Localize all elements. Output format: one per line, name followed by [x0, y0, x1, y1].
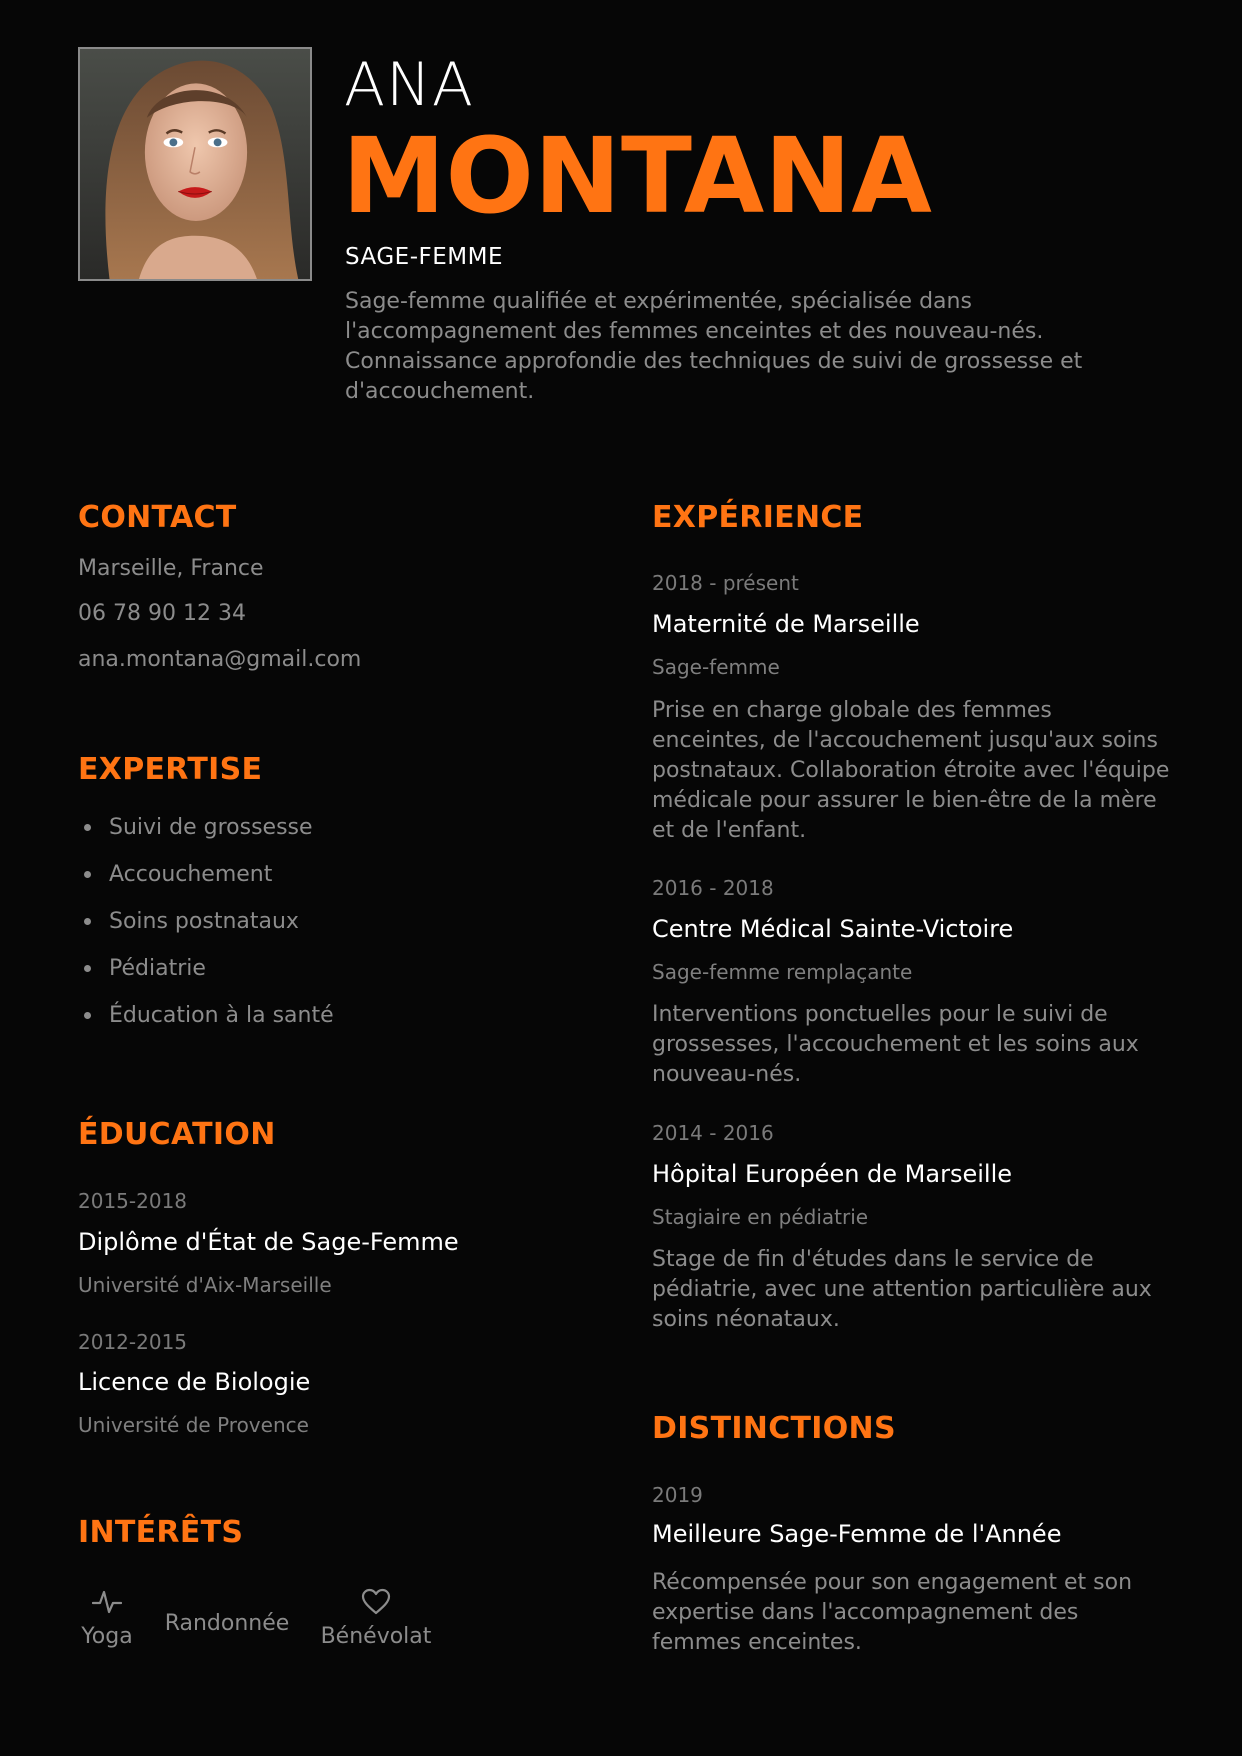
experience-date: 2016 - 2018 — [652, 876, 774, 900]
skill-label: Éducation à la santé — [109, 1003, 334, 1028]
list-item — [78, 862, 272, 887]
experience-date: 2014 - 2016 — [652, 1121, 774, 1145]
skill-label: Pédiatrie — [109, 956, 206, 981]
experience-employer: Centre Médical Sainte-Victoire — [652, 915, 1014, 943]
experience-description: Prise en charge globale des femmes enceintes, de l'accouchement jusqu'aux soins postnataux. Collaboration étroite avec l'équipe médicale pour assurer le bien-être de la mère et de l'enfant. — [652, 698, 1170, 843]
interest-yoga — [78, 1588, 136, 1649]
experience-role: Sage-femme remplaçante — [652, 960, 913, 984]
portrait-image — [80, 49, 310, 279]
education-school: Université de Provence — [78, 1413, 309, 1437]
education-degree: Diplôme d'État de Sage-Femme — [78, 1228, 459, 1256]
education-degree: Licence de Biologie — [78, 1368, 311, 1396]
experience-role: Sage-femme — [652, 655, 780, 679]
profile-photo — [78, 47, 312, 281]
list-item — [78, 815, 313, 840]
bullet-icon — [84, 965, 91, 972]
bullet-icon — [84, 824, 91, 831]
experience-description: Interventions ponctuelles pour le suivi de grossesses, l'accouchement et les soins aux nouveau-nés. — [652, 1002, 1139, 1087]
interest-label: Bénévolat — [320, 1624, 432, 1649]
last-name: MONTANA — [342, 115, 932, 237]
bullet-icon — [84, 871, 91, 878]
distinction-title: Meilleure Sage-Femme de l'Année — [652, 1520, 1062, 1548]
interest-benevolat — [318, 1588, 434, 1649]
job-title: SAGE-FEMME — [345, 244, 503, 270]
distinctions-heading: DISTINCTIONS — [652, 1411, 896, 1446]
list-item — [78, 909, 299, 934]
education-date: 2015-2018 — [78, 1189, 188, 1213]
education-school: Université d'Aix-Marseille — [78, 1273, 332, 1297]
interests-heading: INTÉRÊTS — [78, 1515, 244, 1550]
skill-label: Soins postnataux — [109, 909, 299, 934]
experience-description: Stage de fin d'études dans le service de pédiatrie, avec une attention particulière aux soins néonataux. — [652, 1247, 1152, 1332]
first-name: ANA — [344, 50, 474, 120]
heart-icon — [361, 1588, 391, 1616]
experience-employer: Maternité de Marseille — [652, 610, 920, 638]
list-item — [78, 1003, 334, 1028]
activity-pulse-icon — [92, 1588, 122, 1616]
contact-heading: CONTACT — [78, 500, 237, 535]
experience-role: Stagiaire en pédiatrie — [652, 1205, 869, 1229]
education-heading: ÉDUCATION — [78, 1117, 276, 1152]
experience-heading: EXPÉRIENCE — [652, 500, 864, 535]
profile-summary: Sage-femme qualifiée et expérimentée, spécialisée dans l'accompagnement des femmes enceintes et des nouveau-nés. Connaissance approfondie des techniques de suivi de grossesse et d'accouchement. — [345, 289, 1083, 404]
interest-label: Yoga — [81, 1624, 133, 1649]
experience-employer: Hôpital Européen de Marseille — [652, 1160, 1012, 1188]
distinction-description: Récompensée pour son engagement et son expertise dans l'accompagnement des femmes enceintes. — [652, 1570, 1133, 1655]
bullet-icon — [84, 918, 91, 925]
interest-label: Randonnée — [164, 1611, 290, 1636]
education-date: 2012-2015 — [78, 1330, 188, 1354]
skill-label: Accouchement — [109, 862, 273, 887]
list-item — [78, 956, 206, 981]
contact-location: Marseille, France — [78, 556, 264, 581]
expertise-heading: EXPERTISE — [78, 752, 263, 787]
bullet-icon — [84, 1012, 91, 1019]
skill-label: Suivi de grossesse — [109, 815, 313, 840]
distinction-date: 2019 — [652, 1483, 703, 1507]
contact-phone[interactable]: 06 78 90 12 34 — [78, 601, 246, 626]
interest-randonnee — [162, 1611, 292, 1636]
contact-email[interactable]: ana.montana@gmail.com — [78, 647, 362, 672]
experience-date: 2018 - présent — [652, 571, 799, 595]
